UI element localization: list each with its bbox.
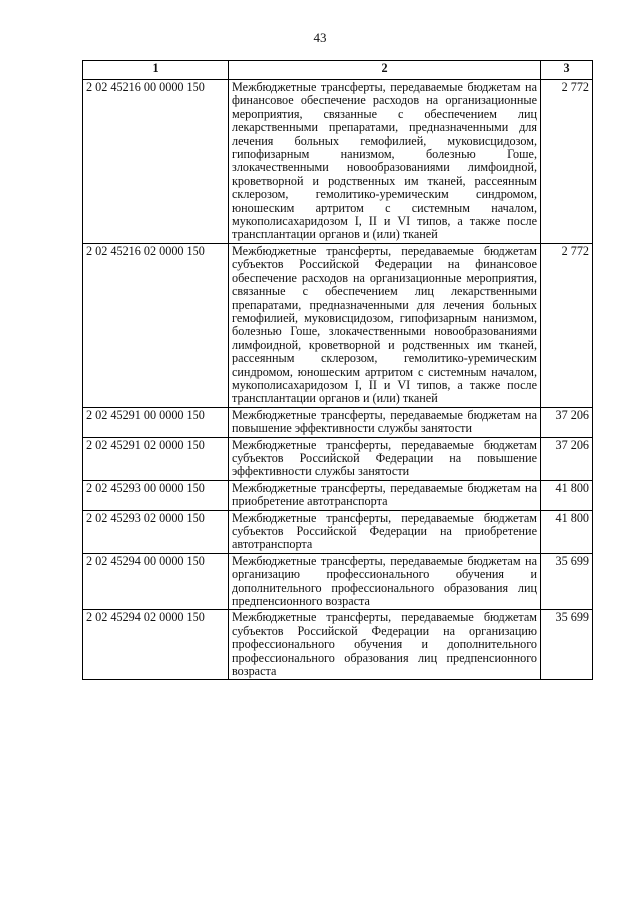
row-description: Межбюджетные трансферты, передаваемые бюджетам на организацию профессионального обучения и дополнительного профессионального образования лиц предпенсионного возраста: [229, 553, 541, 610]
row-description: Межбюджетные трансферты, передаваемые бюджетам на приобретение автотранспорта: [229, 480, 541, 510]
row-code: 2 02 45216 02 0000 150: [83, 243, 229, 407]
table-header-row: [83, 61, 593, 80]
page-number: 43: [313, 30, 327, 45]
row-amount: 37 206: [541, 407, 593, 437]
row-code: 2 02 45291 00 0000 150: [83, 407, 229, 437]
column-header-code: 1: [83, 61, 229, 80]
row-code: 2 02 45293 00 0000 150: [83, 480, 229, 510]
table-row: [83, 243, 593, 407]
row-description: Межбюджетные трансферты, передаваемые бюджетам субъектов Российской Федерации на приобретение автотранспорта: [229, 510, 541, 553]
row-code: 2 02 45291 02 0000 150: [83, 437, 229, 480]
row-description: Межбюджетные трансферты, передаваемые бюджетам на финансовое обеспечение расходов на организационные мероприятия, связанные с обеспечением лиц лекарственными препаратами, предназначенными для лечения больных гемофилией, муковисцидозом, гипофизарным нанизмом, болезнью Гоше, злокачественными новообразованиями лимфоидной, кроветворной и родственных им тканей, рассеянным склерозом, гемолитико-уремическим синдромом, юношеским артритом с системным началом, мукополисахаридозом I, II и VI типов, а также после трансплантации органов и (или) тканей: [229, 80, 541, 244]
table-row: [83, 553, 593, 610]
budget-table: [82, 60, 593, 680]
row-amount: 35 699: [541, 553, 593, 610]
row-amount: 41 800: [541, 510, 593, 553]
row-amount: 2 772: [541, 243, 593, 407]
row-amount: 2 772: [541, 80, 593, 244]
row-code: 2 02 45294 02 0000 150: [83, 610, 229, 680]
table-row: [83, 480, 593, 510]
table-row: [83, 80, 593, 244]
table-row: [83, 610, 593, 680]
row-description: Межбюджетные трансферты, передаваемые бюджетам субъектов Российской Федерации на организацию профессионального обучения и дополнительного профессионального образования лиц предпенсионного возраста: [229, 610, 541, 680]
row-code: 2 02 45294 00 0000 150: [83, 553, 229, 610]
table-row: [83, 437, 593, 480]
row-amount: 35 699: [541, 610, 593, 680]
column-header-description: 2: [229, 61, 541, 80]
row-description: Межбюджетные трансферты, передаваемые бюджетам субъектов Российской Федерации на финансовое обеспечение расходов на организационные мероприятия, связанные с обеспечением лиц лекарственными препаратами, предназначенными для лечения больных гемофилией, муковисцидозом, гипофизарным нанизмом, болезнью Гоше, злокачественными новообразованиями лимфоидной, кроветворной и родственных им тканей, рассеянным склерозом, гемолитико-уремическим синдромом, юношеским артритом с системным началом, мукополисахаридозом I, II и VI типов, а также после трансплантации органов и (или) тканей: [229, 243, 541, 407]
row-amount: 37 206: [541, 437, 593, 480]
row-code: 2 02 45216 00 0000 150: [83, 80, 229, 244]
table-row: [83, 510, 593, 553]
row-amount: 41 800: [541, 480, 593, 510]
row-code: 2 02 45293 02 0000 150: [83, 510, 229, 553]
row-description: Межбюджетные трансферты, передаваемые бюджетам на повышение эффективности службы занятости: [229, 407, 541, 437]
column-header-amount: 3: [541, 61, 593, 80]
table-row: [83, 407, 593, 437]
row-description: Межбюджетные трансферты, передаваемые бюджетам субъектов Российской Федерации на повышение эффективности службы занятости: [229, 437, 541, 480]
